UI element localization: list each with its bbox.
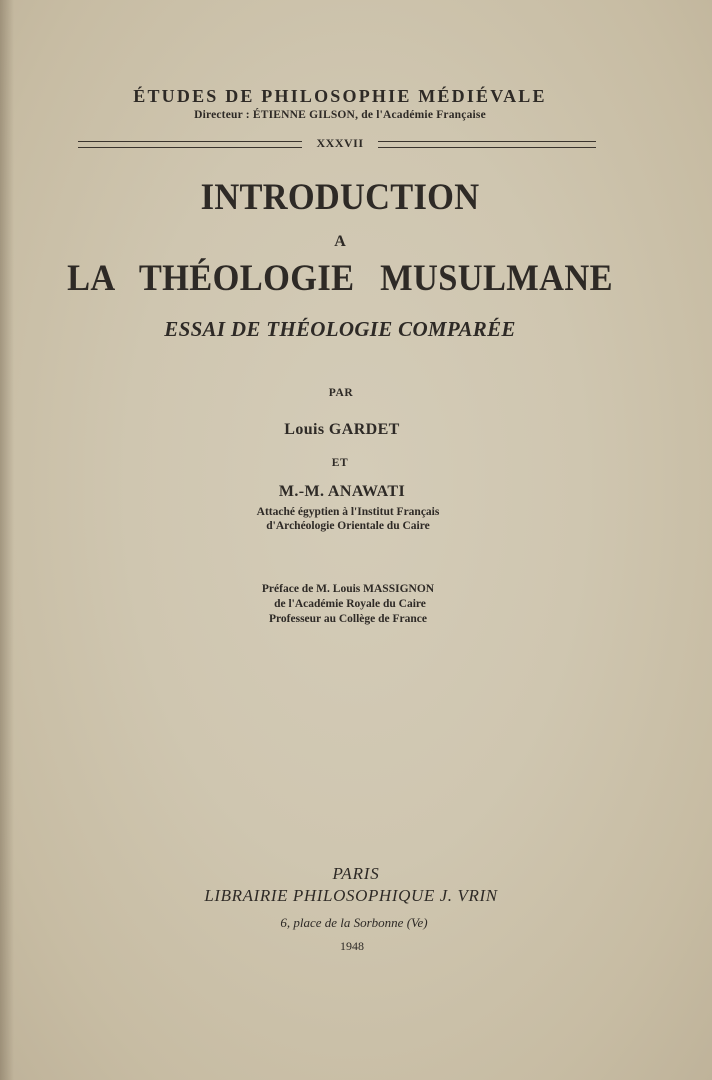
imprint-publisher: LIBRAIRIE PHILOSOPHIQUE J. VRIN [204, 886, 498, 905]
book-title-connector: A [334, 233, 346, 250]
preface-line-1: Préface de M. Louis MASSIGNON [261, 583, 435, 595]
book-title-line-2: LA THÉOLOGIE MUSULMANE [67, 258, 613, 299]
imprint-city: PARIS [332, 864, 380, 883]
author-2-affiliation-line-1: Attaché égyptien à l'Institut Français [256, 506, 440, 518]
by-label: PAR [328, 387, 354, 399]
preface-line-3: Professeur au Collège de France [269, 613, 427, 625]
book-subtitle: ESSAI DE THÉOLOGIE COMPARÉE [164, 317, 516, 341]
author-1: Louis GARDET [284, 421, 400, 438]
imprint-year: 1948 [340, 939, 364, 953]
and-label: ET [331, 457, 349, 469]
book-title-line-1: INTRODUCTION [200, 177, 480, 218]
preface-line-2: de l'Académie Royale du Caire [274, 598, 426, 610]
rule-right-divider [378, 141, 596, 148]
author-2: M.-M. ANAWATI [278, 483, 406, 500]
imprint-address: 6, place de la Sorbonne (Ve) [280, 915, 428, 930]
author-2-affiliation-line-2: d'Archéologie Orientale du Caire [266, 520, 430, 532]
volume-number: XXXVII [316, 136, 364, 150]
series-title: ÉTUDES DE PHILOSOPHIE MÉDIÉVALE [133, 86, 547, 106]
series-director: Directeur : ÉTIENNE GILSON, de l'Académie Française [194, 109, 486, 121]
